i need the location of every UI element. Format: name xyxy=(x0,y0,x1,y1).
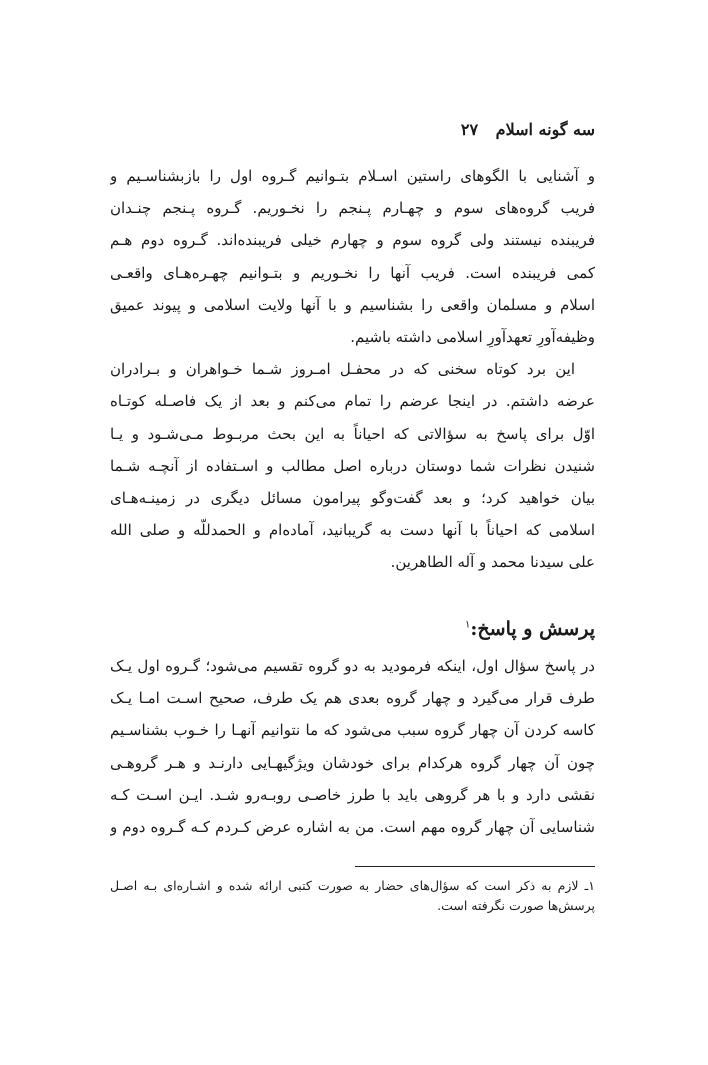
text-line: چون آن چهار گروه هرکدام برای خودشان ویژگیهـایی دارنـد و هـر گروهـی xyxy=(110,753,595,772)
text-line: و آشنایی با الگوهای راستین اسـلام بتـوانیم گـروه اول را بازبشناسـیم و xyxy=(110,167,595,185)
text-line: فریب گروه‌های سوم و چهـارم پـنجم را نخـوریم. گـروه پـنجم چنـدان xyxy=(110,199,595,218)
text-line: علی سیدنا محمد و آله الطاهرین. xyxy=(390,553,595,572)
text-line: طرف قرار می‌گیرد و چهار گروه بعدی هم یک طرف، صحیح اسـت امـا یـک xyxy=(110,689,595,708)
text-line: بیان خواهید کرد؛ و بعد گفت‌وگو پیرامون مسائل دیگری در زمینـه‌هـای xyxy=(110,488,595,507)
footnote-line: پرسش‌ها صورت نگرفته است. xyxy=(437,898,595,913)
text-line: عرضه داشتم. در اینجا عرضم را تمام می‌کنم و بعد از یک فاصـله کوتـاه xyxy=(110,392,595,411)
text-line: نقشی دارد و با هر گروهی باید با طرز خاصـی روبـه‌رو شـد. ایـن اسـت کـه xyxy=(110,785,595,804)
text-line: اسلام و مسلمان واقعی را بشناسیم و با آنها ولایت اسلامی و پیوند عمیق xyxy=(110,295,595,314)
text-line: کمی فریبنده است. فریب آنها را نخـوریم و بتـوانیم چهـره‌هـای واقعـی xyxy=(110,263,595,282)
running-header xyxy=(115,120,595,139)
text-line: این برد کوتاه سخنی که در محفـل امـروز شـما خـواهران و بـرادران xyxy=(110,360,575,379)
text-line: شنیدن نظرات شما دوستان درباره اصل مطالب و اسـتفاده از آنچـه شـما xyxy=(110,456,595,475)
text-line: فریبنده نیستند ولی گروه سوم و چهارم خیلی فریبنده‌اند. گـروه دوم هـم xyxy=(110,231,595,250)
body-text-top xyxy=(110,160,595,578)
footnote xyxy=(110,876,595,916)
footnote-reference: ۱ xyxy=(465,619,471,631)
body-text-bottom xyxy=(110,650,595,843)
page-number: ۲۷ xyxy=(460,120,479,139)
section-heading xyxy=(110,618,595,640)
section-heading-text: پرسش و پاسخ: xyxy=(470,618,595,640)
text-line: اوّل برای پاسخ به سؤالاتی که احیاناً به این بحث مربـوط مـی‌شـود و یـا xyxy=(110,424,595,443)
text-line: در پاسخ سؤال اول، اینکه فرمودید به دو گروه تقسیم می‌شود؛ گـروه اول یـک xyxy=(110,657,595,675)
footnote-divider xyxy=(355,866,595,867)
text-line: اسلامی که احیاناً با آنها دست به گریبانید، آماده‌ام و الحمدللّه و صلی الله xyxy=(110,521,595,540)
text-line: وظیفه‌آورِ تعهدآورِ اسلامی داشته باشیم. xyxy=(350,327,595,346)
running-header-title: سه گونه اسلام xyxy=(495,120,595,139)
text-line: شناسایی آن چهار گروه مهم است. من به اشاره عرض کـردم کـه گـروه دوم و xyxy=(110,817,595,836)
footnote-line: ۱ـ لازم به ذکر است که سؤال‌های حضار به صورت کتبی ارائه شده و اشـاره‌ای بـه اصـل xyxy=(110,878,595,893)
text-line: کاسه کردن آن چهار گروه سبب می‌شود که ما نتوانیم آنهـا را خـوب بشناسـیم xyxy=(110,721,595,740)
